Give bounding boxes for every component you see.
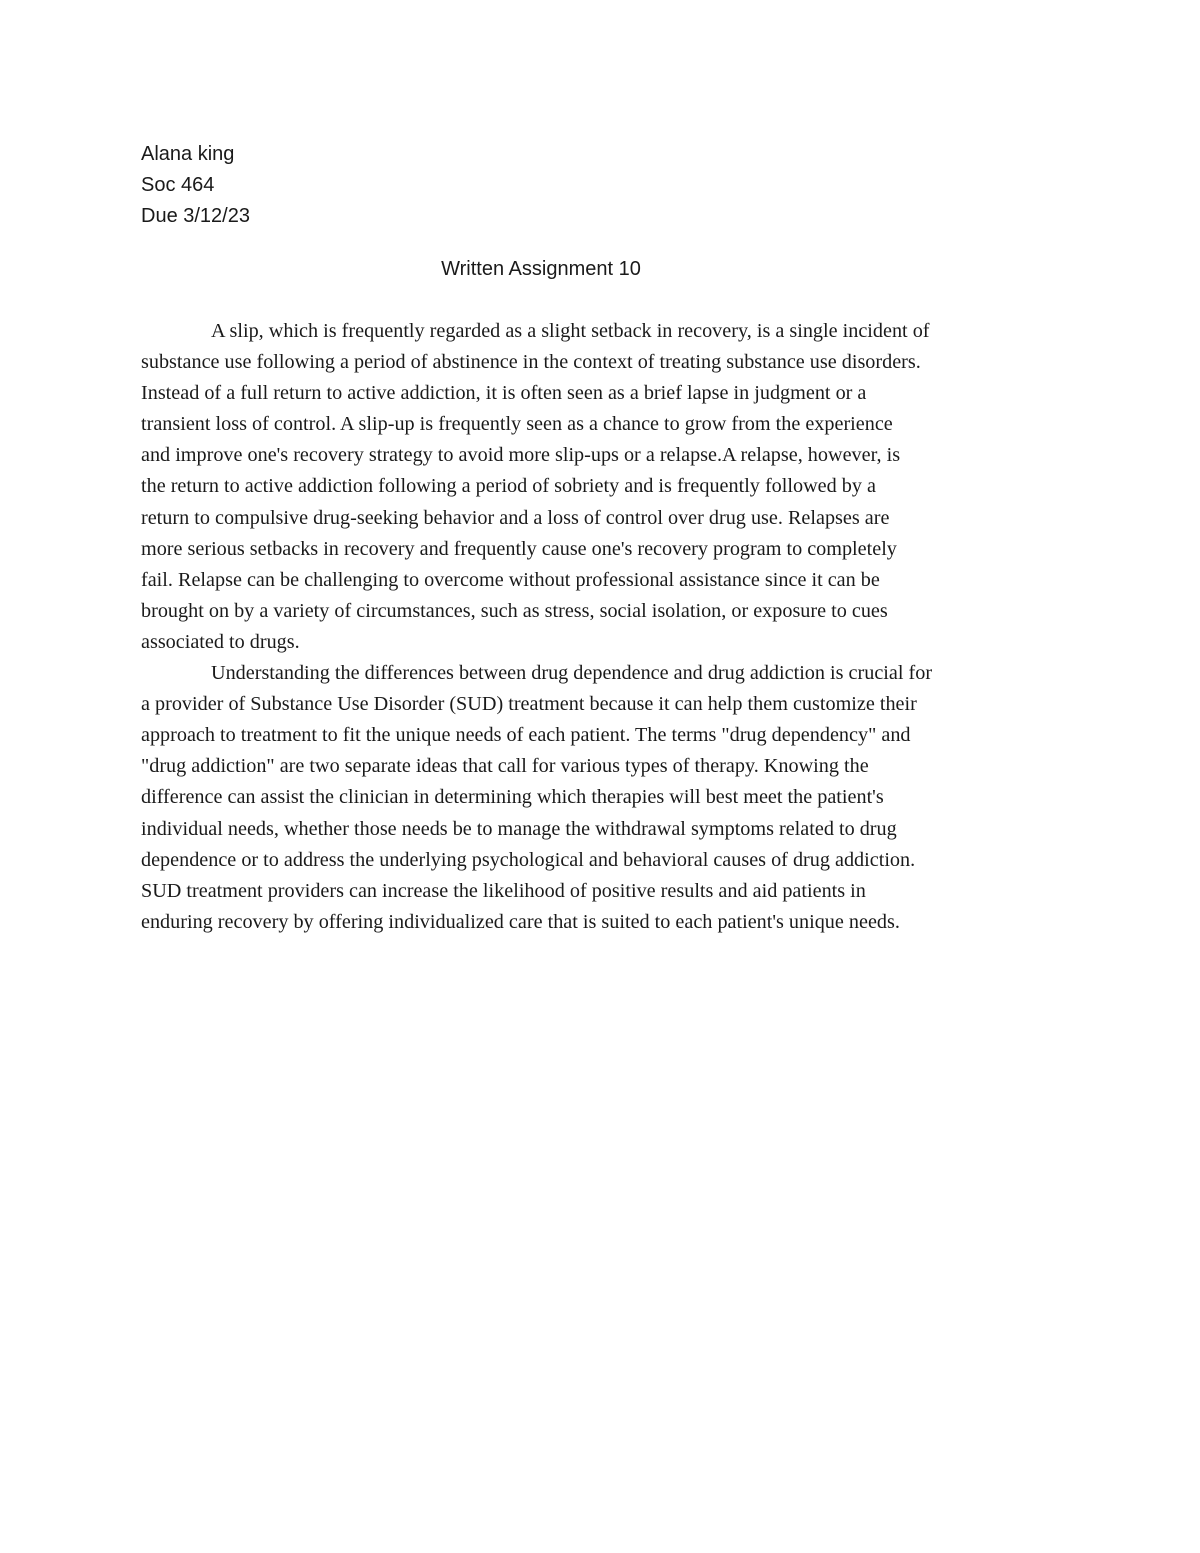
paragraph-line: Understanding the differences between drug dependence and drug addiction is crucial for xyxy=(211,662,933,685)
document-title: Written Assignment 10 xyxy=(441,258,641,280)
paragraph-1 xyxy=(141,316,1071,658)
document-header xyxy=(141,139,250,232)
paragraph-line: A slip, which is frequently regarded as a slight setback in recovery, is a single incident of xyxy=(211,320,930,342)
paragraph-line: substance use following a period of abstinence in the context of treating substance use disorders. xyxy=(141,351,921,374)
paragraph-line: individual needs, whether those needs be to manage the withdrawal symptoms related to drug xyxy=(141,817,897,840)
paragraph-line: brought on by a variety of circumstances, such as stress, social isolation, or exposure to cues xyxy=(141,599,888,622)
paragraph-line: transient loss of control. A slip-up is frequently seen as a chance to grow from the experience xyxy=(141,413,893,436)
author-name: Alana king xyxy=(141,143,235,165)
paragraph-line: the return to active addiction following a period of sobriety and is frequently followed by a xyxy=(141,475,876,498)
paragraph-line: a provider of Substance Use Disorder (SUD) treatment because it can help them customize their xyxy=(141,693,917,716)
paragraph-line: SUD treatment providers can increase the likelihood of positive results and aid patients in xyxy=(141,879,866,902)
paragraph-line: return to compulsive drug-seeking behavior and a loss of control over drug use. Relapses are xyxy=(141,506,890,529)
paragraph-line: enduring recovery by offering individualized care that is suited to each patient's unique needs. xyxy=(141,910,900,933)
paragraph-line: more serious setbacks in recovery and frequently cause one's recovery program to completely xyxy=(141,537,897,560)
paragraph-line: Instead of a full return to active addiction, it is often seen as a brief lapse in judgment or a xyxy=(141,382,867,405)
paragraph-line: and improve one's recovery strategy to avoid more slip-ups or a relapse.A relapse, however, is xyxy=(141,444,901,467)
due-date: Due 3/12/23 xyxy=(141,205,250,227)
paragraph-line: dependence or to address the underlying psychological and behavioral causes of drug addiction. xyxy=(141,848,916,871)
paragraph-line: fail. Relapse can be challenging to overcome without professional assistance since it can be xyxy=(141,568,880,591)
paragraph-line: associated to drugs. xyxy=(141,630,300,653)
paragraph-line: approach to treatment to fit the unique needs of each patient. The terms "drug dependency" and xyxy=(141,724,911,747)
paragraph-2 xyxy=(141,658,1071,938)
course-code: Soc 464 xyxy=(141,174,215,196)
paragraph-line: "drug addiction" are two separate ideas that call for various types of therapy. Knowing the xyxy=(141,755,869,778)
document-body xyxy=(141,316,1071,938)
paragraph-line: difference can assist the clinician in determining which therapies will best meet the patient's xyxy=(141,786,884,809)
